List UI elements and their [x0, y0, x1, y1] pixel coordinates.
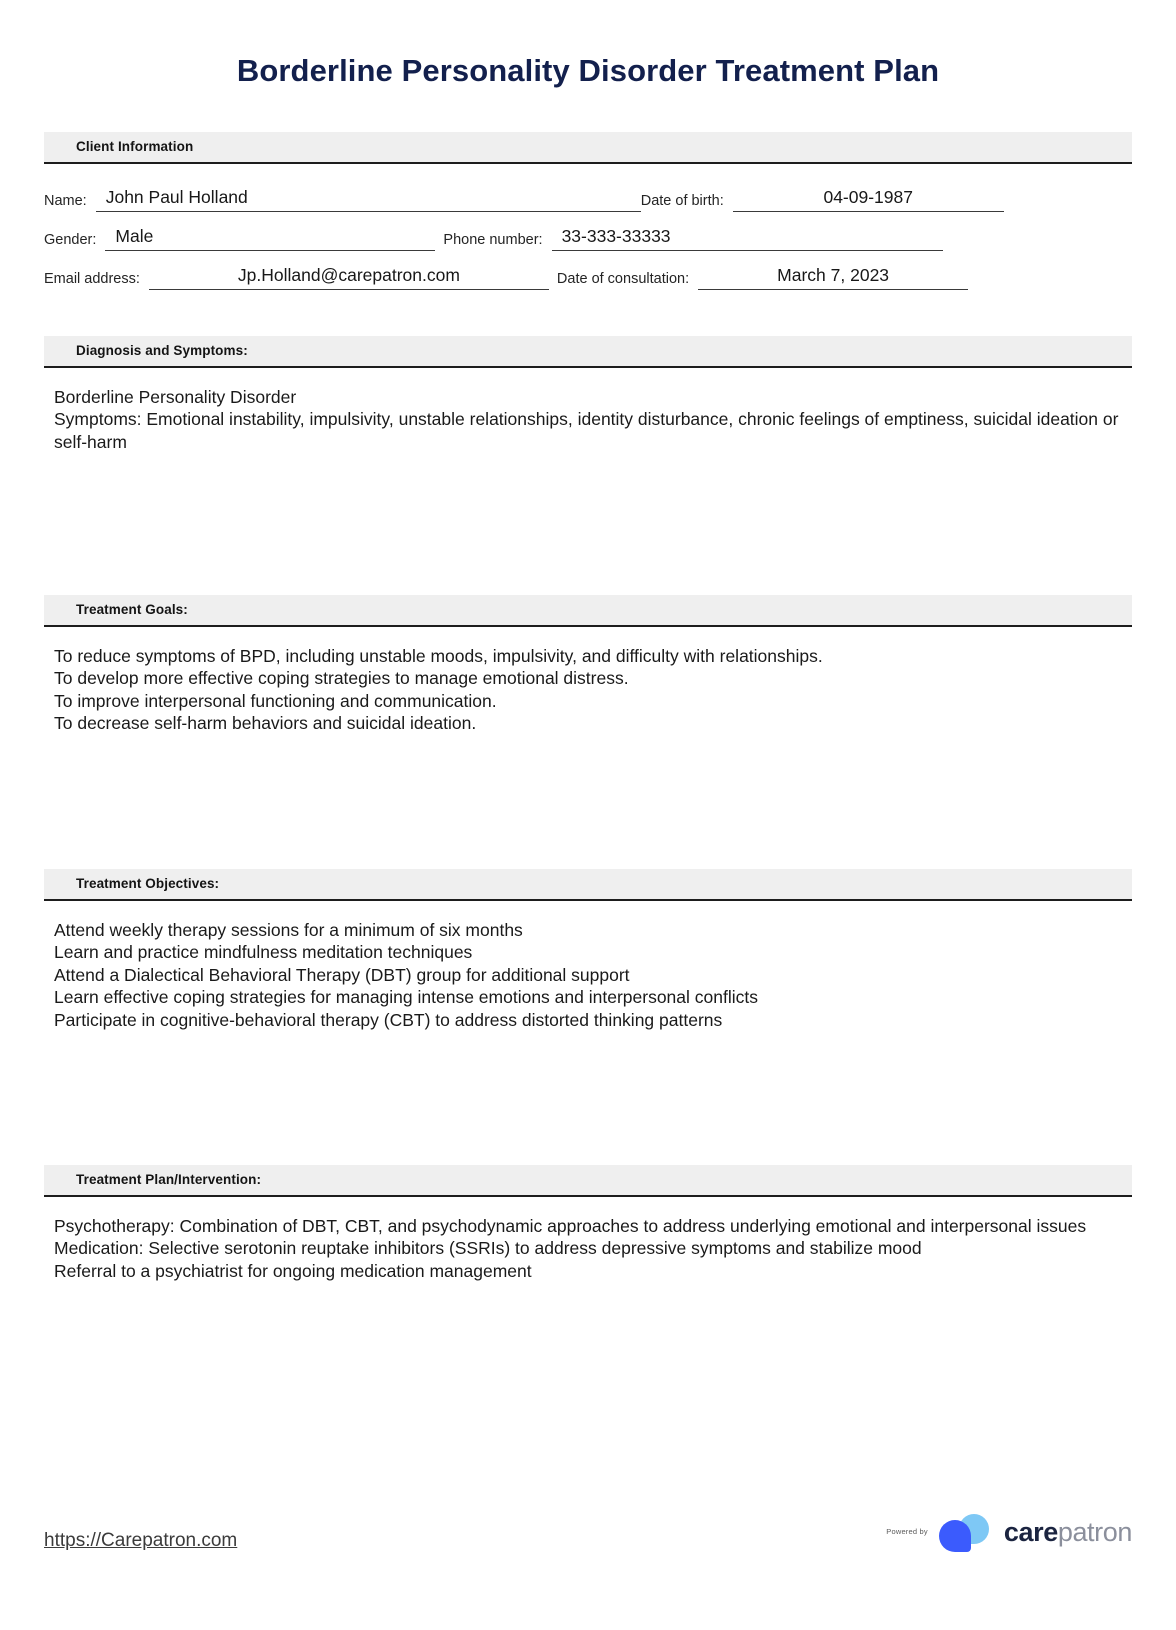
treatment-goals-header [44, 595, 1132, 627]
diagnosis-section [44, 336, 1132, 582]
carepatron-wordmark [1003, 1516, 1132, 1547]
diagnosis-body[interactable] [44, 368, 1132, 582]
field-phone-number-input[interactable] [552, 219, 943, 251]
field-gender[interactable] [44, 219, 435, 251]
treatment-objective-line: Attend weekly therapy sessions for a minimum of six months [54, 919, 523, 940]
logo-blob-blue-shape [939, 1520, 971, 1552]
treatment-goal-line: To decrease self-harm behaviors and suicidal ideation. [54, 713, 477, 734]
section-title: Treatment Objectives: [76, 876, 220, 892]
treatment-objectives-header [44, 869, 1132, 901]
section-title: Treatment Goals: [76, 602, 188, 618]
treatment-plan-line: Psychotherapy: Combination of DBT, CBT, and psychodynamic approaches to address underlying emotional and interpersonal issues [54, 1215, 1087, 1236]
field-gender-label: Gender: [44, 232, 97, 249]
treatment-goals-section [44, 595, 1132, 841]
page-footer [44, 1512, 1132, 1552]
field-date-of-consultation-label: Date of consultation: [556, 271, 690, 288]
carepatron-url-link[interactable]: https://Carepatron.com [44, 1530, 238, 1552]
field-email-address-label: Email address: [44, 271, 140, 288]
field-date-of-birth-label: Date of birth: [640, 193, 724, 210]
field-email-address-input[interactable] [149, 258, 549, 290]
client-row-1 [44, 180, 1132, 212]
client-information-header [44, 132, 1132, 164]
section-title: Diagnosis and Symptoms: [76, 343, 248, 359]
page-title: Borderline Personality Disorder Treatment Plan [236, 53, 940, 88]
field-date-of-birth-value: 04-09-1987 [823, 187, 913, 208]
powered-by-label: Powered by [886, 1526, 928, 1536]
field-name[interactable] [44, 180, 641, 212]
treatment-objectives-section [44, 869, 1132, 1131]
treatment-plan-header [44, 1165, 1132, 1197]
section-title: Treatment Plan/Intervention: [76, 1172, 262, 1188]
field-name-input[interactable] [96, 180, 641, 212]
treatment-objective-line: Learn and practice mindfulness meditation techniques [54, 942, 473, 963]
field-date-of-consultation-value: March 7, 2023 [777, 265, 890, 286]
section-title: Client Information [76, 139, 194, 155]
treatment-goals-body[interactable] [44, 627, 1132, 841]
field-phone-number-value: 33-333-33333 [561, 226, 671, 247]
field-name-label: Name: [44, 193, 87, 210]
treatment-goal-line: To develop more effective coping strategies to manage emotional distress. [54, 668, 629, 689]
diagnosis-header [44, 336, 1132, 368]
field-gender-value: Male [115, 226, 154, 247]
field-date-of-birth[interactable] [641, 180, 1004, 212]
diagnosis-line: Borderline Personality Disorder [54, 386, 297, 407]
field-phone-number[interactable] [443, 219, 942, 251]
treatment-goal-line: To reduce symptoms of BPD, including unstable moods, impulsivity, and difficulty with relationships. [54, 645, 823, 666]
client-row-2 [44, 219, 1132, 251]
treatment-objective-line: Attend a Dialectical Behavioral Therapy (DBT) group for additional support [54, 964, 630, 985]
treatment-objectives-body[interactable] [44, 901, 1132, 1131]
treatment-objective-line: Learn effective coping strategies for managing intense emotions and interpersonal conflicts [54, 987, 758, 1008]
carepatron-brand [886, 1512, 1132, 1552]
treatment-goal-line: To improve interpersonal functioning and communication. [54, 690, 497, 711]
field-date-of-consultation[interactable] [557, 258, 968, 290]
field-date-of-birth-input[interactable] [733, 180, 1004, 212]
field-name-value: John Paul Holland [105, 187, 248, 208]
treatment-plan-line: Medication: Selective serotonin reuptake inhibitors (SSRIs) to address depressive symptoms and stabilize mood [54, 1238, 922, 1259]
field-email-address-value: Jp.Holland@carepatron.com [237, 265, 460, 286]
treatment-plan-section [44, 1165, 1132, 1335]
field-email-address[interactable] [44, 258, 549, 290]
carepatron-logo-icon [937, 1512, 995, 1552]
treatment-objective-line: Participate in cognitive-behavioral therapy (CBT) to address distorted thinking patterns [54, 1010, 723, 1030]
treatment-plan-body[interactable] [44, 1197, 1132, 1335]
field-gender-input[interactable] [105, 219, 435, 251]
wordmark-care: care [1003, 1516, 1058, 1547]
client-information-section [44, 132, 1132, 290]
client-information-body [44, 164, 1132, 290]
diagnosis-line: Symptoms: Emotional instability, impulsivity, unstable relationships, identity disturbance, chronic feelings of emptiness, suicidal ideation or self-harm [54, 409, 1124, 452]
field-date-of-consultation-input[interactable] [698, 258, 968, 290]
field-phone-number-label: Phone number: [443, 232, 543, 249]
client-row-3 [44, 258, 1132, 290]
treatment-plan-line: Referral to a psychiatrist for ongoing medication management [54, 1260, 532, 1281]
wordmark-patron: patron [1057, 1516, 1132, 1547]
